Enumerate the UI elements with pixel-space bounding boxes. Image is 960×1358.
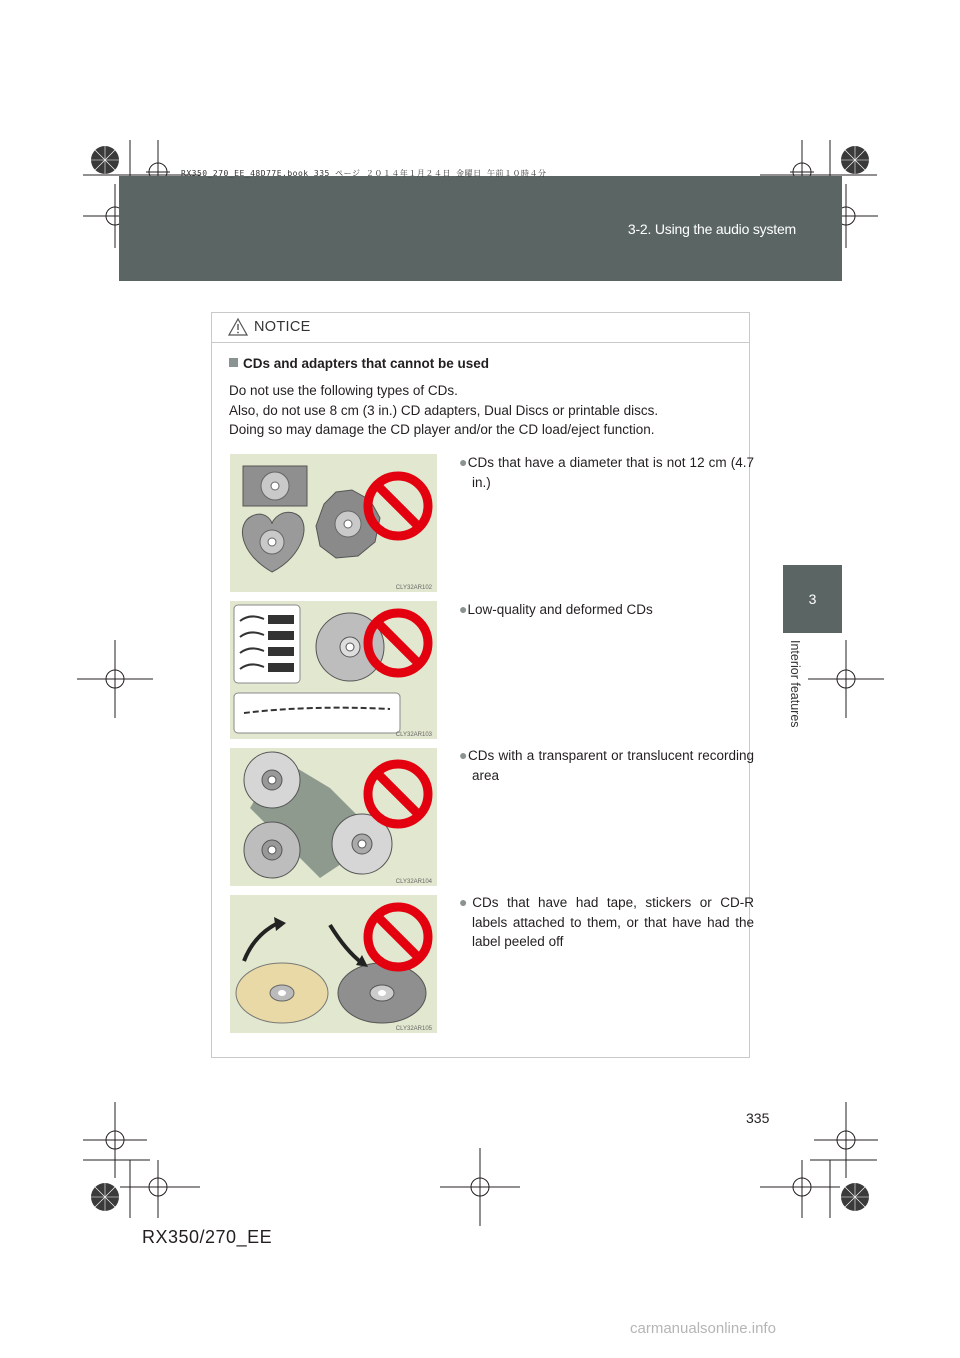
wrong-diameter-cds-illustration [230, 454, 437, 592]
intro-text [229, 381, 658, 440]
deformed-cds-illustration [230, 601, 437, 739]
circle-bullet-icon: ● [459, 747, 468, 763]
circle-bullet-icon: ● [459, 454, 468, 470]
item-text [459, 600, 754, 620]
labelled-cds-illustration [230, 895, 437, 1033]
section-heading-text: CDs and adapters that cannot be used [243, 356, 490, 371]
section-heading [229, 356, 489, 371]
chapter-tab [783, 565, 842, 633]
figure-code: CLY32AR105 [395, 1026, 432, 1032]
item-text [459, 893, 754, 952]
figure-code: CLY32AR104 [395, 879, 432, 885]
figure-code: CLY32AR103 [395, 732, 432, 738]
chapter-label-wrap [786, 640, 806, 750]
figure-deformed-cds [230, 601, 437, 739]
watermark: carmanualsonline.info [630, 1320, 776, 1337]
warning-triangle-icon [228, 318, 248, 336]
chapter-number: 3 [808, 591, 817, 607]
notice-box [211, 312, 754, 1058]
item-text [459, 746, 754, 785]
chapter-label: Interior features [788, 640, 802, 728]
square-bullet-icon [229, 358, 238, 367]
notice-header [212, 313, 749, 343]
notice-title: NOTICE [254, 319, 311, 335]
intro-line: Do not use the following types of CDs. [229, 383, 458, 398]
figure-transparent-cds [230, 748, 437, 886]
item-text-1: CDs that have a diameter that is not 12 cm (4.7 in.) [467, 455, 754, 490]
header-band [119, 176, 842, 281]
section-title: 3-2. Using the audio system [627, 221, 796, 237]
circle-bullet-icon: ● [459, 601, 468, 617]
intro-line: Doing so may damage the CD player and/or the CD load/eject function. [229, 422, 655, 437]
item-text [459, 453, 754, 492]
page-number: 335 [746, 1110, 770, 1126]
item-text-2: Low-quality and deformed CDs [467, 602, 653, 617]
model-code: RX350/270_EE [142, 1227, 273, 1247]
transparent-cds-illustration [230, 748, 437, 886]
item-text-3: CDs with a transparent or translucent recording area [467, 748, 754, 783]
figure-labelled-cds [230, 895, 437, 1033]
file-stamp: RX350_270_EE_48D77E.book 335 ページ ２０１４年１月２４日 金曜日 午前１０時４分 [181, 169, 547, 178]
figure-code: CLY32AR102 [395, 585, 432, 591]
item-text-4: CDs that have had tape, stickers or CD-R labels attached to them, or that have had the label peeled off [472, 895, 754, 949]
figure-wrong-diameter-cds [230, 454, 437, 592]
intro-line: Also, do not use 8 cm (3 in.) CD adapters, Dual Discs or printable discs. [229, 402, 659, 418]
circle-bullet-icon: ● [459, 894, 473, 910]
